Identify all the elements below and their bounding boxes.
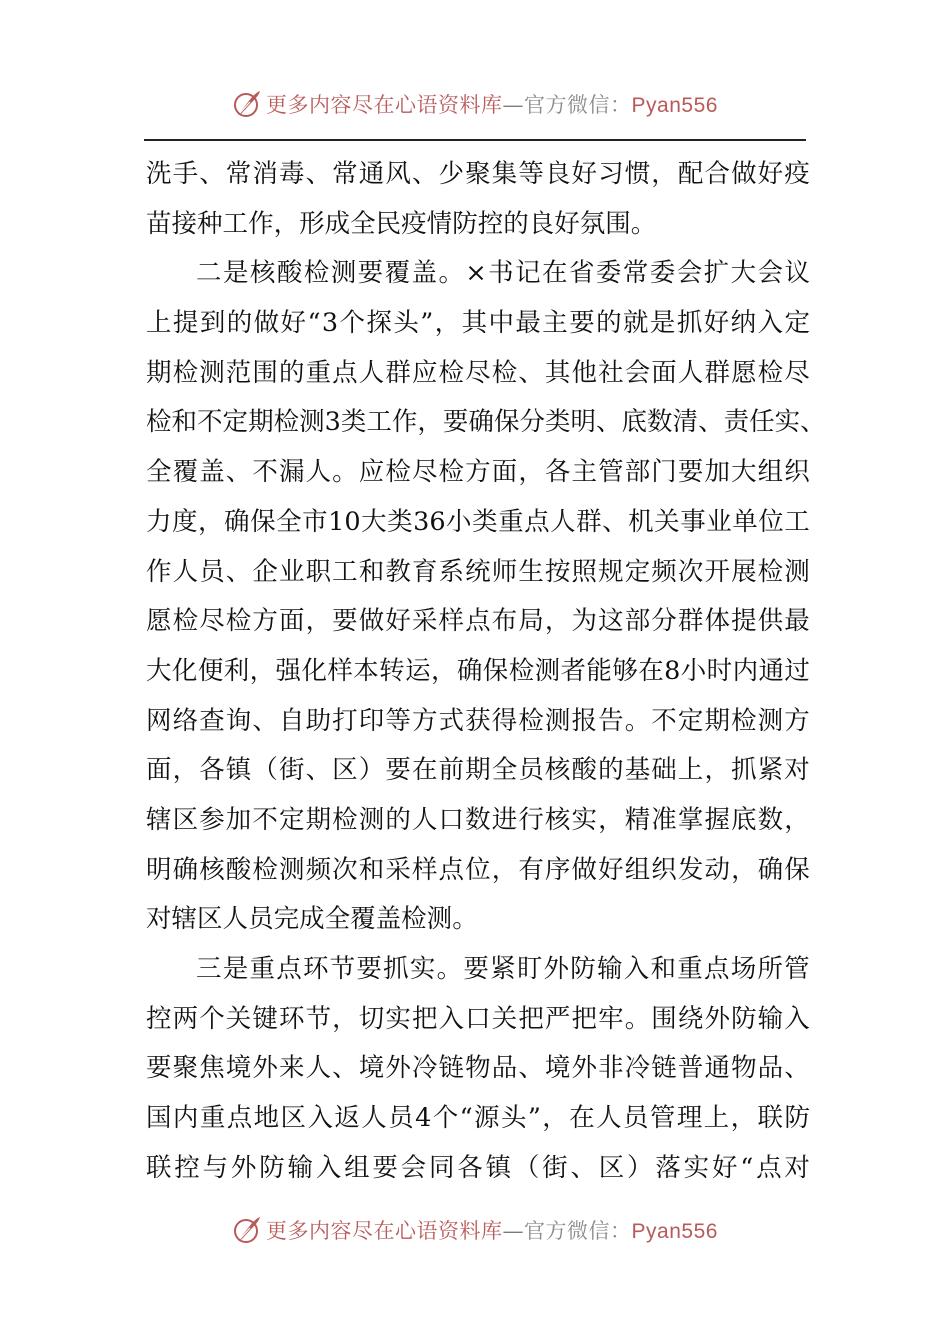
header-watermark-banner — [0, 84, 950, 124]
watermark-text — [266, 1215, 718, 1245]
quill-pen-logo-icon — [232, 89, 262, 119]
text-line: 网 络 查 询 、 自 助 打 印 等 方 式 获 得 检 测 报 告 。 不 定 期 检 测 方 — [146, 705, 810, 736]
text-line: 联 控 与 外 防 输 入 组 要 会 同 各 镇 （ 街 、 区 ） 落 实 好 “ 点 对 — [146, 1152, 810, 1183]
text-line: 愿 检 尽 检 方 面 ， 要 做 好 采 样 点 布 局 ， 为 这 部 分 群 体 提 供 最 — [146, 606, 810, 637]
watermark-separator: — — [502, 93, 525, 117]
watermark-text — [266, 89, 718, 119]
watermark-site-text: 更多内容尽在心语资料库 — [266, 1219, 503, 1243]
watermark-handle: Pyan556 — [631, 94, 718, 117]
watermark-separator: — — [502, 1219, 525, 1243]
header-divider — [144, 139, 806, 141]
text-line: 作 人 员 、 企 业 职 工 和 教 育 系 统 师 生 按 照 规 定 频 次 开 展 检 测 — [146, 556, 810, 587]
text-line: 检 和 不 定 期 检 测 3 类 工 作 ， 要 确 保 分 类 明 、 底 数 清 、 责 任 实 、 — [146, 407, 826, 438]
text-line: 三 是 重 点 环 节 要 抓 实 。 要 紧 盯 外 防 输 入 和 重 点 场 所 管 — [196, 954, 810, 984]
document-body — [146, 150, 826, 1193]
text-line: 辖 区 参 加 不 定 期 检 测 的 人 口 数 进 行 核 实 ， 精 准 掌 握 底 数 ， — [146, 804, 810, 835]
text-line: 二 是 核 酸 检 测 要 覆 盖 。 × 书 记 在 省 委 常 委 会 扩 大 会 议 — [196, 258, 810, 289]
text-line: 大 化 便 利 ， 强 化 样 本 转 运 ， 确 保 检 测 者 能 够 在 8 小 时 内 通 过 — [146, 655, 810, 686]
text-line: 洗 手 、 常 消 毒 、 常 通 风 、 少 聚 集 等 良 好 习 惯 ， 配 合 做 好 疫 — [146, 159, 810, 189]
quill-pen-logo-icon — [232, 1215, 262, 1245]
watermark-wechat-label: 官方微信： — [524, 93, 632, 117]
text-line: 上 提 到 的 做 好 “ 3 个 探 头 ” ， 其 中 最 主 要 的 就 是 抓 好 纳 入 定 — [146, 308, 810, 339]
text-line: 全 覆 盖 、 不 漏 人 。 应 检 尽 检 方 面 ， 各 主 管 部 门 要 加 大 组 织 — [146, 457, 810, 488]
text-line: 期 检 测 范 围 的 重 点 人 群 应 检 尽 检 、 其 他 社 会 面 人 群 愿 检 尽 — [146, 357, 810, 388]
watermark-handle: Pyan556 — [631, 1220, 718, 1243]
text-line: 国 内 重 点 地 区 入 返 人 员 4 个 “ 源 头 ” ， 在 人 员 管 理 上 ， 联 防 — [146, 1103, 810, 1134]
text-line: 力 度 ， 确 保 全 市 10 大 类 36 小 类 重 点 人 群 、 机 关 事 业 单 位 工 — [146, 506, 810, 537]
footer-watermark-banner — [0, 1210, 950, 1250]
text-line: 明 确 核 酸 检 测 频 次 和 采 样 点 位 ， 有 序 做 好 组 织 发 动 ， 确 保 — [146, 854, 810, 885]
text-line: 对 辖 区 人 员 完 成 全 覆 盖 检 测 。 — [146, 904, 478, 935]
text-line: 控 两 个 关 键 环 节 ， 切 实 把 入 口 关 把 严 把 牢 。 围 绕 外 防 输 入 — [146, 1003, 810, 1034]
text-line: 面 ， 各 镇 （ 街 、 区 ） 要 在 前 期 全 员 核 酸 的 基 础 上 ， 抓 紧 对 — [146, 755, 810, 786]
text-line: 苗 接 种 工 作 ， 形 成 全 民 疫 情 防 控 的 良 好 氛 围 。 — [146, 208, 657, 239]
text-line: 要 聚 焦 境 外 来 人 、 境 外 冷 链 物 品 、 境 外 非 冷 链 普 通 物 品 、 — [146, 1053, 810, 1084]
watermark-wechat-label: 官方微信： — [524, 1219, 632, 1243]
watermark-site-text: 更多内容尽在心语资料库 — [266, 93, 503, 117]
